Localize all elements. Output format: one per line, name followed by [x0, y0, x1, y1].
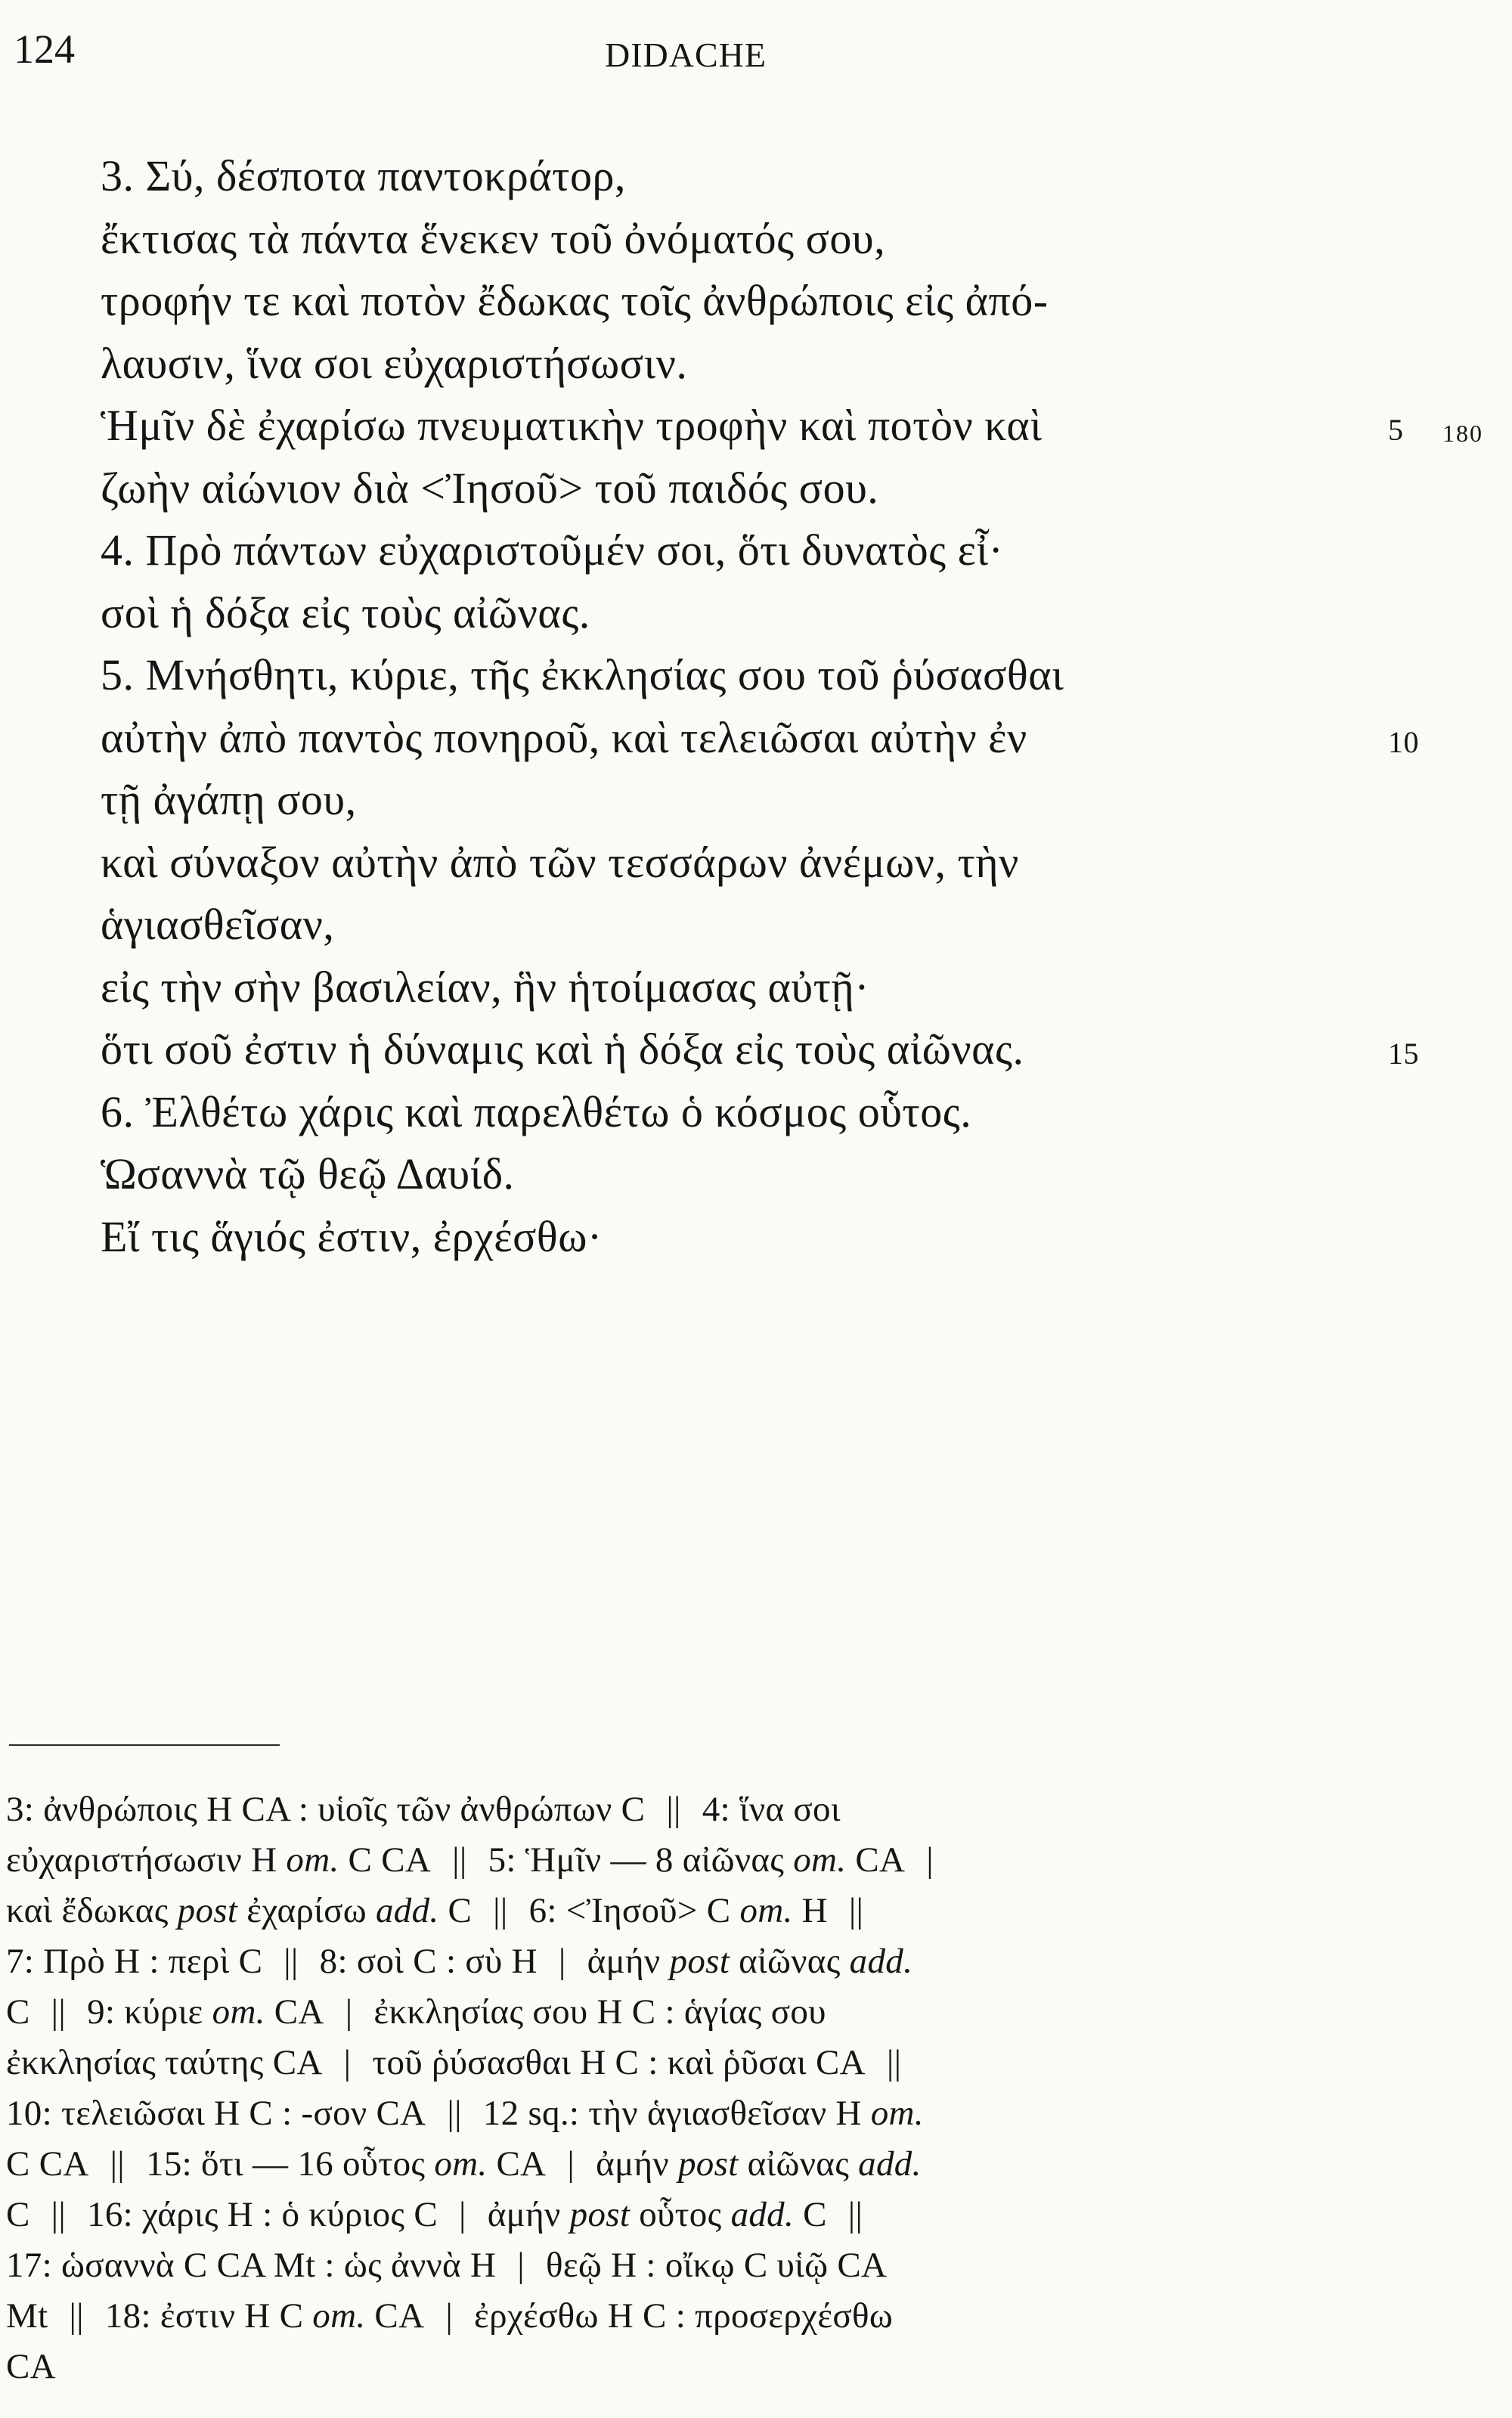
text-line [101, 956, 1386, 1019]
apparatus-text: ἀμήν [487, 2195, 570, 2234]
apparatus-line [6, 2291, 1367, 2342]
line-text: Εἴ τις ἅγιός ἐστιν, ἐρχέσθω· [101, 1211, 603, 1261]
apparatus-separator: || [847, 2195, 863, 2234]
editorial-abbreviation: om. [739, 1891, 793, 1930]
line-number: 10 [1388, 724, 1419, 759]
line-text: Ἡμῖν δὲ ἐχαρίσω πνευματικὴν τροφὴν καὶ ποτὸν καὶ [101, 401, 1043, 450]
line-text: αὐτὴν ἀπὸ παντὸς πονηροῦ, καὶ τελειῶσαι αὐτὴν ἐν [101, 712, 1027, 762]
editorial-abbreviation: post [669, 1942, 730, 1981]
text-line [101, 644, 1386, 707]
apparatus-text: C CA [339, 1840, 432, 1880]
editorial-abbreviation: add. [730, 2195, 795, 2234]
apparatus-text: 16: χάρις H : ὁ κύριος C [87, 2195, 438, 2234]
apparatus-text: οὗτος [630, 2195, 731, 2234]
apparatus-text: CA [6, 2347, 56, 2386]
line-text: ζωὴν αἰώνιον διὰ <Ἰησοῦ> τοῦ παιδός σου. [101, 463, 879, 513]
greek-text [101, 145, 1483, 1268]
editorial-abbreviation: om. [870, 2094, 924, 2133]
apparatus-line [6, 2190, 1367, 2240]
footnote-divider [9, 1744, 280, 1746]
line-text: τῇ ἀγάπῃ σου, [101, 775, 357, 824]
line-text: ὅτι σοῦ ἐστιν ἡ δύναμις καὶ ἡ δόξα εἰς τοὺς αἰῶνας. [101, 1025, 1024, 1074]
line-number: 15 [1388, 1037, 1419, 1071]
editorial-abbreviation: om. [286, 1840, 339, 1880]
apparatus-separator: || [886, 2043, 902, 2082]
apparatus-text: CA [846, 1840, 906, 1880]
line-text: 4. Πρὸ πάντων εὐχαριστοῦμέν σοι, ὅτι δυνατὸς εἶ· [101, 525, 1004, 575]
line-text: καὶ σύναξον αὐτὴν ἀπὸ τῶν τεσσάρων ἀνέμων, τὴν [101, 837, 1019, 887]
apparatus-text: 8: σοὶ C : σὺ H [319, 1942, 538, 1981]
editorial-abbreviation: om. [434, 2144, 488, 2184]
apparatus-text: 18: ἐστιν H C [104, 2296, 313, 2336]
apparatus-separator: | [345, 1992, 353, 2032]
text-line [101, 270, 1386, 333]
apparatus-text: CA [365, 2296, 425, 2336]
editorial-abbreviation: add. [858, 2144, 922, 2184]
apparatus-text: εὐχαριστήσωσιν H [6, 1840, 287, 1880]
editorial-abbreviation: add. [376, 1891, 439, 1930]
apparatus-text: 17: ὡσαννὰ C CA Mt : ὡς ἀννὰ H [6, 2246, 497, 2285]
apparatus-text: ἐκκλησίας σου H C : ἁγίας σου [373, 1992, 826, 2032]
apparatus-text: 12 sq.: τὴν ἁγιασθεῖσαν H [482, 2094, 871, 2133]
apparatus-separator: | [343, 2043, 352, 2082]
line-text: ἔκτισας τὰ πάντα ἕνεκεν τοῦ ὀνόματός σου, [101, 213, 886, 263]
apparatus-text: 6: <Ἰησοῦ> C [528, 1891, 740, 1930]
apparatus-text: ἐχαρίσω [237, 1891, 376, 1930]
apparatus-text: 5: Ἡμῖν — 8 αἰῶνας [488, 1840, 794, 1880]
text-line [101, 333, 1386, 395]
line-text: τροφήν τε καὶ ποτὸν ἔδωκας τοῖς ἀνθρώποις εἰς ἀπό- [101, 276, 1049, 325]
editorial-abbreviation: om. [212, 1992, 265, 2032]
line-text: ἁγιασθεῖσαν, [101, 900, 335, 949]
line-text: 6. Ἐλθέτω χάρις καὶ παρελθέτω ὁ κόσμος οὗτος. [101, 1087, 972, 1136]
apparatus-separator: | [926, 1840, 934, 1880]
apparatus-text: 3: ἀνθρώποις H CA : υἱοῖς τῶν ἀνθρώπων C [6, 1790, 646, 1829]
apparatus-separator: || [447, 2094, 462, 2133]
apparatus-separator: | [517, 2246, 525, 2285]
text-line [101, 1018, 1419, 1081]
apparatus-line [6, 1784, 1367, 1835]
apparatus-separator: || [51, 2195, 67, 2234]
apparatus-separator: | [459, 2195, 466, 2234]
text-line [101, 1143, 1386, 1206]
apparatus-text: αἰῶνας [738, 2144, 859, 2184]
text-line [101, 457, 1386, 520]
apparatus-separator: || [284, 1942, 299, 1981]
apparatus-line [6, 2038, 1367, 2088]
apparatus-text: θεῷ H : οἴκῳ C υἱῷ CA [546, 2246, 888, 2285]
apparatus-separator: || [51, 1992, 67, 2032]
apparatus-line [6, 2139, 1367, 2190]
apparatus-text: C [6, 2195, 30, 2234]
apparatus-line [6, 2342, 1367, 2392]
apparatus-separator: || [493, 1891, 508, 1930]
line-text: Ὡσαννὰ τῷ θεῷ Δαυίδ. [101, 1149, 515, 1198]
apparatus-separator: || [452, 1840, 467, 1880]
apparatus-separator: | [558, 1942, 566, 1981]
line-text: λαυσιν, ἵνα σοι εὐχαριστήσωσιν. [101, 338, 688, 388]
apparatus-line [6, 2088, 1367, 2139]
editorial-abbreviation: post [678, 2144, 739, 2184]
apparatus-text: C CA [6, 2144, 89, 2184]
apparatus-text: 4: ἵνα σοι [702, 1790, 841, 1829]
apparatus-text: ἀμήν [596, 2144, 678, 2184]
apparatus-separator: || [110, 2144, 125, 2184]
line-number: 5 [1388, 413, 1404, 447]
line-text: σοὶ ἡ δόξα εἰς τοὺς αἰῶνας. [101, 587, 590, 637]
text-line [101, 145, 1386, 208]
text-line [101, 769, 1386, 832]
apparatus-separator: | [567, 2144, 575, 2184]
apparatus-line [6, 1936, 1367, 1987]
text-line [101, 519, 1386, 582]
running-title: DIDACHE [605, 36, 767, 74]
apparatus-separator: || [69, 2296, 84, 2336]
text-line [101, 894, 1386, 956]
apparatus-text: C [6, 1992, 30, 2032]
editorial-abbreviation: post [569, 2195, 631, 2234]
apparatus-text: CA [487, 2144, 547, 2184]
page-number: 124 [14, 26, 75, 72]
line-text: 5. Μνήσθητι, κύριε, τῆς ἐκκλησίας σου τοῦ ῥύσασθαι [101, 650, 1064, 699]
apparatus-text: καὶ ἔδωκας [6, 1891, 178, 1930]
text-line [101, 1206, 1386, 1269]
editorial-abbreviation: om. [312, 2296, 366, 2336]
critical-apparatus [6, 1784, 1367, 2392]
running-head [14, 23, 1495, 76]
reference-number: 180 [1442, 420, 1483, 447]
apparatus-line [6, 2240, 1367, 2291]
apparatus-text: 15: ὅτι — 16 οὗτος [146, 2144, 435, 2184]
apparatus-text: C [438, 1891, 472, 1930]
apparatus-text: 9: κύριε [87, 1992, 212, 2032]
apparatus-text: αἰῶνας [730, 1942, 850, 1981]
apparatus-text: ἐκκλησίας ταύτης CA [6, 2043, 323, 2082]
apparatus-text: H [792, 1891, 828, 1930]
apparatus-text: CA [265, 1992, 324, 2032]
apparatus-separator: || [666, 1790, 681, 1829]
line-text: 3. Σύ, δέσποτα παντοκράτορ, [101, 151, 626, 200]
editorial-abbreviation: post [177, 1891, 238, 1930]
text-line [101, 582, 1386, 645]
apparatus-line [6, 1886, 1367, 1936]
apparatus-text: 7: Πρὸ H : περὶ C [6, 1942, 263, 1981]
apparatus-line [6, 1835, 1367, 1886]
editorial-abbreviation: add. [849, 1942, 913, 1981]
apparatus-separator: || [848, 1891, 864, 1930]
apparatus-text: Mt [6, 2296, 48, 2336]
editorial-abbreviation: om. [793, 1840, 847, 1880]
apparatus-line [6, 1987, 1367, 2038]
text-line [101, 208, 1386, 271]
apparatus-text: 10: τελειῶσαι H C : -σον CA [6, 2094, 426, 2133]
text-line [101, 1081, 1386, 1144]
apparatus-separator: | [445, 2296, 454, 2336]
text-line [101, 707, 1419, 770]
apparatus-text: C [794, 2195, 827, 2234]
apparatus-text: ἀμήν [587, 1942, 670, 1981]
apparatus-text: τοῦ ῥύσασθαι H C : καὶ ῥῦσαι CA [372, 2043, 866, 2082]
apparatus-text: ἐρχέσθω H C : προσερχέσθω [474, 2296, 894, 2336]
text-line [101, 832, 1386, 894]
line-text: εἰς τὴν σὴν βασιλείαν, ἣν ἡτοίμασας αὐτῇ· [101, 962, 870, 1012]
text-line [101, 395, 1483, 457]
